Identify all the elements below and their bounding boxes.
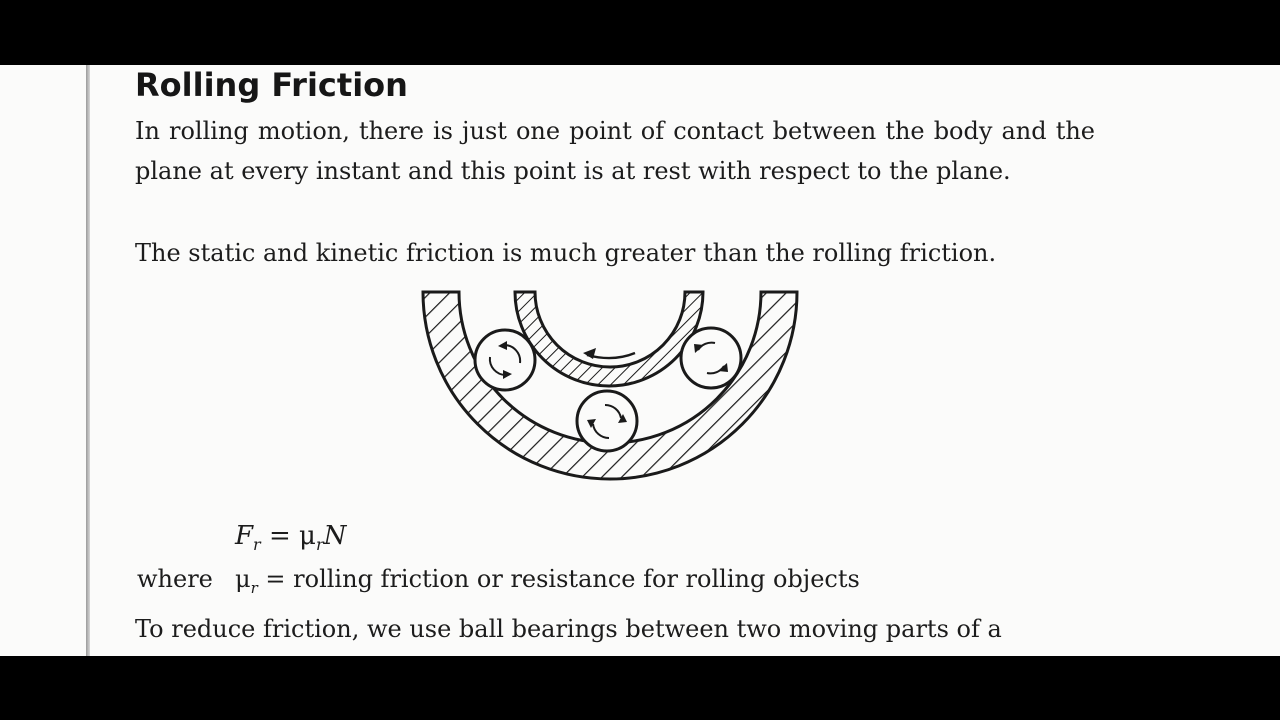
- document-page: [0, 65, 1280, 656]
- force-symbol: F: [235, 521, 254, 551]
- bottom-black-bar: [0, 656, 1280, 720]
- mu-symbol: μ: [299, 521, 316, 551]
- ball-left: [475, 330, 535, 390]
- section-heading: Rolling Friction: [135, 66, 408, 104]
- where-definition-text: = rolling friction or resistance for rolling objects: [265, 565, 860, 593]
- ball-right: [681, 328, 741, 388]
- where-definition: [137, 565, 860, 597]
- where-mu-symbol: μ: [235, 565, 251, 593]
- inner-race: [515, 292, 703, 386]
- paragraph-ball-bearings: To reduce friction, we use ball bearings between two moving parts of a: [135, 615, 1002, 643]
- paragraph-friction-comparison: The static and kinetic friction is much greater than the rolling friction.: [135, 239, 997, 267]
- inner-race-rotation-arrow: [583, 348, 635, 359]
- where-label: where: [137, 565, 213, 593]
- where-mu-subscript: r: [250, 578, 258, 597]
- page-edge-shadow: [86, 65, 90, 656]
- equals-sign: =: [268, 521, 291, 551]
- mu-subscript: r: [315, 535, 324, 555]
- top-black-bar: [0, 0, 1280, 65]
- rolling-friction-formula: [235, 521, 346, 554]
- normal-force-symbol: N: [323, 521, 347, 551]
- paragraph-rolling-motion: In rolling motion, there is just one point of contact between the body and the plane at every instant and this point is at rest with respect to the plane.: [135, 117, 1095, 185]
- force-subscript: r: [253, 535, 261, 555]
- ball-bottom: [577, 391, 637, 451]
- ball-bearing-diagram: [415, 287, 805, 497]
